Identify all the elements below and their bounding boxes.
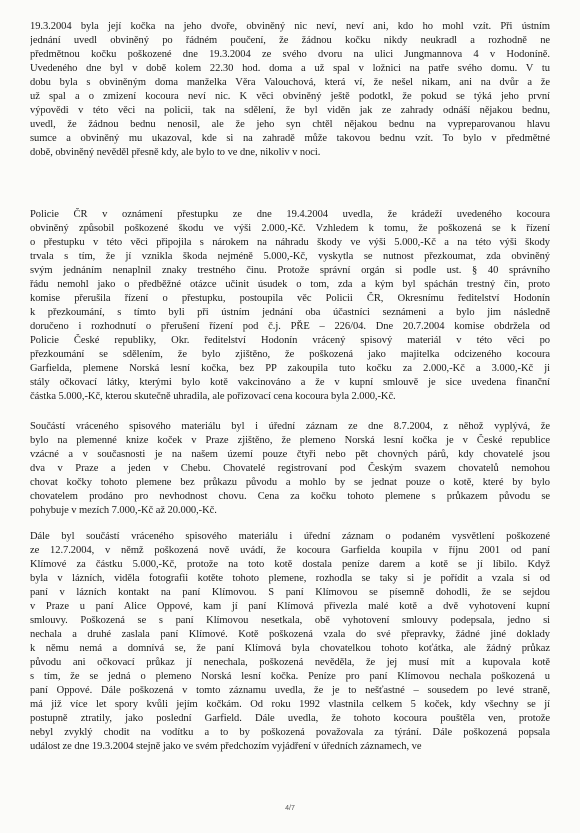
- text-line: ze 12.7.2004, v němž poškozená nově uvádí, že kocoura Garfielda koupila v říjnu 2001 od paní: [30, 545, 550, 556]
- text-line: řádu nemohl jako o předběžné otázce učinit úsudek o tom, zda a kým byl spáchán trestný čin, proto: [30, 279, 550, 290]
- text-line: Klímové za částku 5.000,-Kč, protože na toto kotě dostala peníze darem a kotě se jí líbilo. Když: [30, 559, 550, 570]
- text-line: postupně ztratily, jako poslední Garfield. Dále uvedla, že tohoto kocoura pouštěla ven, protože: [30, 713, 550, 724]
- text-line: Garfielda, plemene Norská lesní kočka, bez PP zakoupila tuto kočku za 2.000,-Kč a 3.000,-Kč ji: [30, 363, 550, 374]
- text-line: původu ani očkovací průkaz jí nenechala, poškozená nevěděla, že jej musí mít a kupovala kotě: [30, 657, 550, 668]
- text-line: předmětnou kočku poškozené dne 19.3.2004 ze svého dvoru na ulici Jungmannova 4 v Hodoníně.: [30, 49, 550, 60]
- text-line: v Praze u paní Alice Oppové, kam jí paní Klímová přivezla malé kotě a dvě vyhotovení kupní: [30, 601, 550, 612]
- text-line: stály očkovací látky, kterými bylo kotě vakcinováno a že v kupní smlouvě je sice uvedena finanční: [30, 377, 550, 388]
- text-line: Uvedeného dne byl v době kolem 22.30 hod. doma a už spal v ložnici na patře svého domu. V tu: [30, 63, 550, 74]
- text-line: o přestupku v této věci připojila s nárokem na náhradu škody ve výši 5.000,-Kč a na této výši škody: [30, 237, 550, 248]
- text-line: jednání uvedl obviněný po řádném poučení, že žádnou kočku nikdy neukradl a rozhodně ne: [30, 35, 550, 46]
- text-line: má již více let spory kvůli jejím kočkám. Od roku 1992 vlastnila celkem 5 koček, kdy všechny se jí: [30, 699, 550, 710]
- text-line: sumce a obviněný mu ukazoval, kde si na zahradě může takovou bednu vzít. To bylo v předmětné: [30, 133, 550, 144]
- text-line: doručeno i rozhodnutí o přerušení řízení pod č.j. PŘE – 226/04. Dne 20.7.2004 komise obdržela od: [30, 321, 550, 332]
- text-line: bylo na plemenné knize koček v Praze zjištěno, že plemeno Norská lesní kočka je v České republice: [30, 435, 550, 446]
- paragraph-2: [30, 208, 550, 404]
- text-line: paní Oppové. Dále poškozená v tomto záznamu uvedla, že je to nešťastné – sousedem po levé straně,: [30, 685, 550, 696]
- text-line: vzácné a v současnosti je na našem území pouze čtyři nebo pět chovných párů, kdy chovatelé jsou: [30, 449, 550, 460]
- text-line: svým jednáním nenaplnil znaky trestného činu. Protože správní orgán si podle ust. § 40 správního: [30, 265, 550, 276]
- text-line: paní v lázních kontakt na paní Klímovou. S paní Klímovou se písemně dohodli, že se sejdou: [30, 587, 550, 598]
- text-line: byla v lázních, viděla fotografii kotěte tohoto plemene, rozhodla se taky si je pořídit a vzala si od: [30, 573, 550, 584]
- text-line: pohybuje v mezích 7.000,-Kč až 20.000,-Kč.: [30, 505, 217, 516]
- text-line: dobu byla s obviněným doma manželka Věra Valouchová, která ví, že nešel nikam, ani na dvůr a že: [30, 77, 550, 88]
- paragraph-4: [30, 530, 550, 754]
- text-line: s tím, že se jedná o plemeno Norská lesní kočka. Peníze pro paní Klímovou nechala poškozená u: [30, 671, 550, 682]
- text-line: výpovědi v této věci na policii, tak na sdělení, že byl viděn jak ze zahrady odnáší nějakou bednu,: [30, 105, 550, 116]
- text-line: době, obviněný nevěděl přesně kdy, ale bylo to ve dne, nikoliv v noci.: [30, 147, 321, 158]
- page-number: 4/7: [285, 805, 295, 812]
- text-line: obviněný způsobil poškozené škodu ve výši 2.000,-Kč. Vzhledem k tomu, že poškozená se k řízení: [30, 223, 550, 234]
- text-line: přezkoumání se sdělením, že bylo zjištěno, že poškozená jako majitelka odcizeného kocoura: [30, 349, 550, 360]
- text-line: chovatelem prodáno pro nevhodnost chovu. Cena za kočku tohoto plemene s průkazem původu se: [30, 491, 550, 502]
- text-line: nechala a druhé zaslala paní Klímové. Kotě poškozená vzala do své přepravky, žádné jiné doklady: [30, 629, 550, 640]
- text-line: Policie ČR v oznámení přestupku ze dne 19.4.2004 uvedla, že krádeží uvedeného kocoura: [30, 209, 550, 220]
- text-line: částka 5.000,-Kč, kterou skutečně uhradila, ale pořizovací cena kocoura byla 2.000,-Kč.: [30, 391, 396, 402]
- text-line: smlouvy. Poškozená se s paní Klímovou nesetkala, obě vyhotovení smlouvy podepsala, jedno si: [30, 615, 550, 626]
- text-line: k němu nemá a domnívá se, že paní Klímová byla chovatelkou tohoto koťátka, ale žádný průkaz: [30, 643, 550, 654]
- text-line: trvala s tím, že jí vznikla škoda nejméně 5.000,-Kč, vyskytla se nutnost přezkoumat, zda obviněný: [30, 251, 550, 262]
- text-line: událost ze dne 19.3.2004 stejně jako ve svém předchozím vyjádření v úředních záznamech, ve: [30, 741, 422, 752]
- text-line: nebyl zvyklý chodit na vodítku a to by poškozená považovala za týrání. Dále poškozená popsala: [30, 727, 550, 738]
- paragraph-3: [30, 420, 550, 518]
- text-line: chovat kočky tohoto plemene bez průkazu původu a mohlo by se jednat pouze o kotě, které by bylo: [30, 477, 550, 488]
- text-line: Součástí vráceného spisového materiálu byl i úřední záznam ze dne 8.7.2004, z něhož vyplývá, že: [30, 421, 550, 432]
- text-line: už spal a o zmizení kocoura neví nic. K věci obviněný ještě podotkl, že pokud se týká jeho první: [30, 91, 550, 102]
- text-line: Dále byl součástí vráceného spisového materiálu i úřední záznam o podaném vysvětlení poškozené: [30, 531, 550, 542]
- text-line: k přezkoumání, s tímto byli při ústním jednání oba účastníci seznámeni a bylo jim následně: [30, 307, 550, 318]
- paragraph-1: [30, 20, 550, 160]
- text-line: uvedl, že žádnou bednu nenosil, ale že jeho syn chtěl nějakou bednu na vypreparovanou hlavu: [30, 119, 550, 130]
- text-line: Policie České republiky, Okr. ředitelství Hodonín vrácený spisový materiál v této věci po: [30, 335, 550, 346]
- text-line: 19.3.2004 byla její kočka na jeho dvoře, obviněný nic neví, neví ani, kdo ho mohl vzít. Při ústním: [30, 21, 550, 32]
- text-line: komise přerušila řízení o přestupku, postoupila věc Policii ČR, Okresnímu ředitelství Hodonín: [30, 293, 550, 304]
- text-line: dva v Praze a jeden v Chebu. Chovatelé registrovaní pod Českým svazem chovatelů nemohou: [30, 463, 550, 474]
